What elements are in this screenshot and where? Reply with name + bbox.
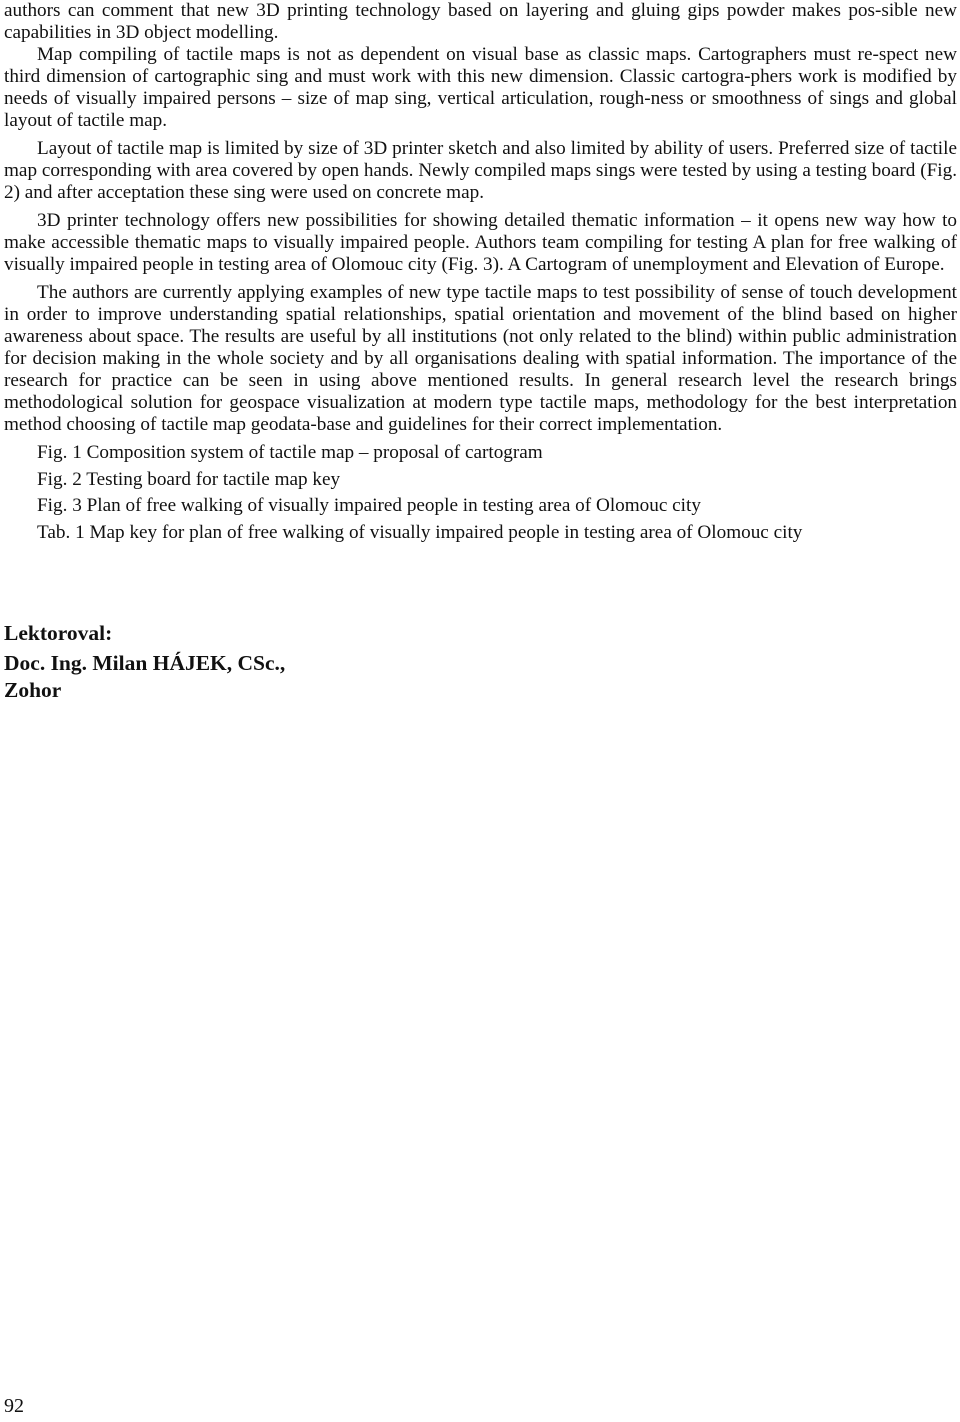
reviewer-block — [4, 620, 285, 704]
text-line: authors can comment that new 3D printing technology based on layering and gluing gips powder makes pos- — [4, 0, 882, 21]
figure-caption: Fig. 3 Plan of free walking of visually impaired people in testing area of Olomouc city — [37, 495, 701, 516]
text-line: spect new third dimension of cartographic sing and must work with this new dimension. Classic cartogra- — [4, 44, 957, 87]
paragraph-3d-printer — [4, 210, 957, 276]
text-line: A plan for free walking of visually impaired people in testing area of Olomouc city (Fig. 3). A Cartogram of — [4, 232, 957, 275]
text-line: blind) within public administration for decision making in the whole society and by all organisations dealing — [4, 326, 957, 369]
text-line: unemployment and Elevation of Europe. — [632, 254, 945, 275]
page-number: 92 — [4, 1395, 24, 1417]
text-line: development in order to improve understanding spatial relationships, spatial orientation and movement of the — [4, 282, 958, 325]
paragraph-authors-research — [4, 282, 957, 436]
text-line: 3D printer technology offers new possibilities for showing detailed thematic information – it opens new — [37, 210, 858, 231]
text-line: size of tactile map corresponding with area covered by open hands. Newly compiled maps sings were tested — [4, 138, 957, 181]
text-line: way how to make accessible thematic maps to visually impaired people. Authors team compiling for testing — [4, 210, 958, 253]
figure-caption: Fig. 1 Composition system of tactile map – proposal of cartogram — [37, 442, 543, 463]
paragraph-intro-continuation — [4, 0, 957, 44]
paragraph-map-compiling — [4, 44, 957, 132]
text-line: results. In general research level the research brings methodological solution for geospace visualization at — [4, 370, 957, 413]
text-line: Layout of tactile map is limited by size of 3D printer sketch and also limited by ability of users. Preferred — [37, 138, 850, 159]
text-line: Map compiling of tactile maps is not as dependent on visual base as classic maps. Cartographers must re- — [37, 44, 879, 65]
text-line: blind based on higher awareness about space. The results are useful by all institutions (not only related to the — [4, 304, 958, 347]
text-line: modern type tactile maps, methodology for the best interpretation method choosing of tactile map geodata- — [4, 392, 958, 435]
text-line: ness or smoothness of sings and global layout of tactile map. — [4, 88, 957, 131]
paragraph-layout — [4, 138, 957, 204]
table-caption: Tab. 1 Map key for plan of free walking of visually impaired people in testing area of Olomouc city — [37, 521, 803, 543]
figure-caption: Fig. 2 Testing board for tactile map key — [37, 468, 341, 490]
text-line: The authors are currently applying examples of new type tactile maps to test possibility of sense of touch — [37, 282, 853, 303]
reviewer-name: Doc. Ing. Milan HÁJEK, CSc., — [4, 651, 286, 675]
text-line: phers work is modified by needs of visually impaired persons – size of map sing, vertical articulation, rough- — [4, 66, 957, 109]
reviewer-label: Lektoroval: — [4, 621, 113, 645]
text-line: with spatial information. The importance of the research for practice can be seen in using above mentioned — [4, 348, 957, 391]
reviewer-location: Zohor — [4, 678, 62, 702]
document-page — [4, 0, 957, 548]
text-line: base and guidelines for their correct implementation. — [316, 414, 723, 435]
text-line: sible new capabilities in 3D object modelling. — [4, 0, 957, 43]
figure-caption-list — [4, 442, 957, 544]
text-line: by using a testing board (Fig. 2) and after acceptation these sing were used on concrete map. — [4, 160, 957, 203]
